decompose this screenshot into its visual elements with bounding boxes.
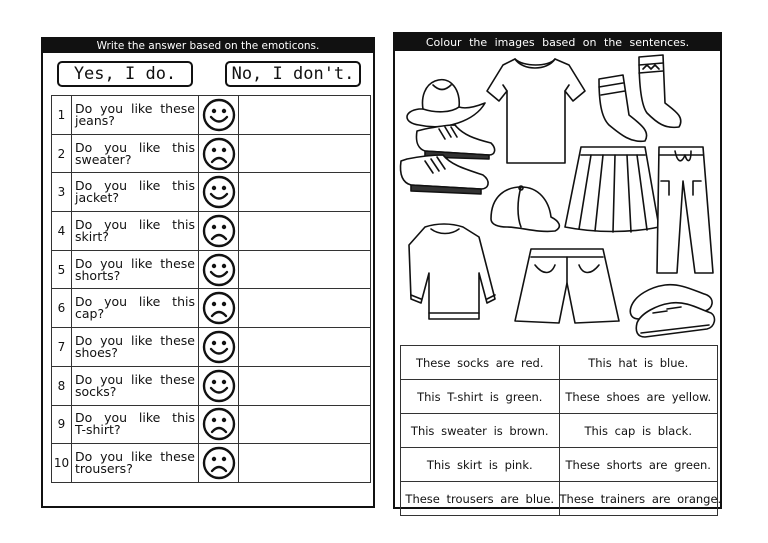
- sentence-row: [401, 380, 718, 414]
- sentence-cell: This skirt is pink.: [401, 448, 560, 482]
- answer-field[interactable]: [239, 366, 371, 405]
- emoticon-cell: [199, 328, 239, 367]
- question-line-2: trousers?: [75, 461, 133, 477]
- shorts-icon[interactable]: [515, 249, 619, 323]
- question-line-2: shoes?: [75, 344, 118, 360]
- answer-field[interactable]: [239, 173, 371, 212]
- sentence-cell: This sweater is brown.: [401, 414, 560, 448]
- answer-field[interactable]: [239, 289, 371, 328]
- socks-icon[interactable]: [599, 55, 681, 141]
- emoticon-cell: [199, 96, 239, 135]
- answer-field[interactable]: [239, 444, 371, 483]
- answer-worksheet: [41, 37, 375, 508]
- answer-field[interactable]: [239, 250, 371, 289]
- question-number: 3: [52, 173, 72, 212]
- sentence-cell: This T-shirt is green.: [401, 380, 560, 414]
- question-text: [72, 250, 199, 289]
- emoticon-cell: [199, 405, 239, 444]
- skirt-icon[interactable]: [565, 147, 659, 232]
- question-row: [52, 366, 371, 405]
- sentence-row: [401, 482, 718, 516]
- emoticon-cell: [199, 289, 239, 328]
- question-number: 1: [52, 96, 72, 135]
- question-text: [72, 405, 199, 444]
- sentence-row: [401, 346, 718, 380]
- sentence-cell: These trainers are orange.: [559, 482, 718, 516]
- clothes-illustration: [395, 51, 720, 351]
- question-line-1: Do you like these: [75, 371, 195, 387]
- sentence-cell: These socks are red.: [401, 346, 560, 380]
- question-line-1: Do you like this: [75, 178, 195, 194]
- sentence-cell: This hat is blue.: [559, 346, 718, 380]
- sweater-icon[interactable]: [409, 224, 495, 319]
- sentence-cell: This cap is black.: [559, 414, 718, 448]
- answer-field[interactable]: [239, 134, 371, 173]
- question-row: [52, 250, 371, 289]
- emoticon-cell: [199, 212, 239, 251]
- question-number: 2: [52, 134, 72, 173]
- trousers-icon[interactable]: [657, 147, 713, 273]
- question-row: [52, 134, 371, 173]
- question-line-1: Do you like these: [75, 449, 195, 465]
- emoticon-cell: [199, 366, 239, 405]
- question-line-2: cap?: [75, 306, 105, 322]
- question-text: [72, 328, 199, 367]
- happy-face-icon: [202, 98, 236, 132]
- answer-field[interactable]: [239, 96, 371, 135]
- question-text: [72, 444, 199, 483]
- shoes-icon[interactable]: [400, 125, 494, 194]
- sad-face-icon: [202, 214, 236, 248]
- question-text: [72, 212, 199, 251]
- emoticon-cell: [199, 173, 239, 212]
- question-number: 7: [52, 328, 72, 367]
- question-table: [51, 95, 371, 483]
- question-line-1: Do you like this: [75, 216, 195, 232]
- question-number: 9: [52, 405, 72, 444]
- question-row: [52, 212, 371, 251]
- cap-icon[interactable]: [491, 186, 559, 231]
- emoticon-cell: [199, 134, 239, 173]
- sentence-table: [400, 345, 722, 516]
- emoticon-cell: [199, 444, 239, 483]
- sad-face-icon: [202, 291, 236, 325]
- sentence-row: [401, 414, 718, 448]
- question-line-2: T-shirt?: [75, 422, 121, 438]
- sentence-cell: These shoes are yellow.: [559, 380, 718, 414]
- happy-face-icon: [202, 175, 236, 209]
- sentence-row: [401, 448, 718, 482]
- sentence-cell: These shorts are green.: [559, 448, 718, 482]
- question-line-1: Do you like these: [75, 332, 195, 348]
- answer-field[interactable]: [239, 405, 371, 444]
- question-line-2: skirt?: [75, 228, 109, 244]
- question-row: [52, 96, 371, 135]
- question-text: [72, 366, 199, 405]
- question-number: 4: [52, 212, 72, 251]
- question-number: 6: [52, 289, 72, 328]
- hat-icon[interactable]: [407, 80, 485, 127]
- sad-face-icon: [202, 407, 236, 441]
- question-line-1: Do you like these: [75, 255, 195, 271]
- question-line-1: Do you like this: [75, 294, 195, 310]
- question-line-2: sweater?: [75, 151, 132, 167]
- question-row: [52, 405, 371, 444]
- left-instructions: Write the answer based on the emoticons.: [43, 39, 373, 53]
- question-line-2: jeans?: [75, 112, 115, 128]
- colouring-worksheet: [393, 32, 722, 509]
- happy-face-icon: [202, 369, 236, 403]
- sad-face-icon: [202, 137, 236, 171]
- trainers-icon[interactable]: [630, 285, 714, 337]
- question-row: [52, 289, 371, 328]
- right-instructions: Colour the images based on the sentences.: [395, 34, 720, 51]
- question-line-2: jacket?: [75, 190, 120, 206]
- sad-face-icon: [202, 446, 236, 480]
- question-line-2: shorts?: [75, 267, 121, 283]
- question-line-1: Do you like this: [75, 410, 195, 426]
- question-text: [72, 173, 199, 212]
- t-shirt-icon[interactable]: [487, 59, 585, 163]
- happy-face-icon: [202, 330, 236, 364]
- no-answer-box: No, I don't.: [225, 61, 361, 87]
- question-row: [52, 444, 371, 483]
- question-number: 5: [52, 250, 72, 289]
- yes-answer-box: Yes, I do.: [57, 61, 193, 87]
- question-row: [52, 328, 371, 367]
- emoticon-cell: [199, 250, 239, 289]
- question-text: [72, 289, 199, 328]
- question-line-2: socks?: [75, 383, 117, 399]
- question-line-1: Do you like this: [75, 139, 195, 155]
- question-text: [72, 134, 199, 173]
- question-number: 8: [52, 366, 72, 405]
- question-number: 10: [52, 444, 72, 483]
- sentence-cell: These trousers are blue.: [401, 482, 560, 516]
- question-text: [72, 96, 199, 135]
- happy-face-icon: [202, 253, 236, 287]
- answer-field[interactable]: [239, 212, 371, 251]
- question-line-1: Do you like these: [75, 100, 195, 116]
- question-row: [52, 173, 371, 212]
- answer-field[interactable]: [239, 328, 371, 367]
